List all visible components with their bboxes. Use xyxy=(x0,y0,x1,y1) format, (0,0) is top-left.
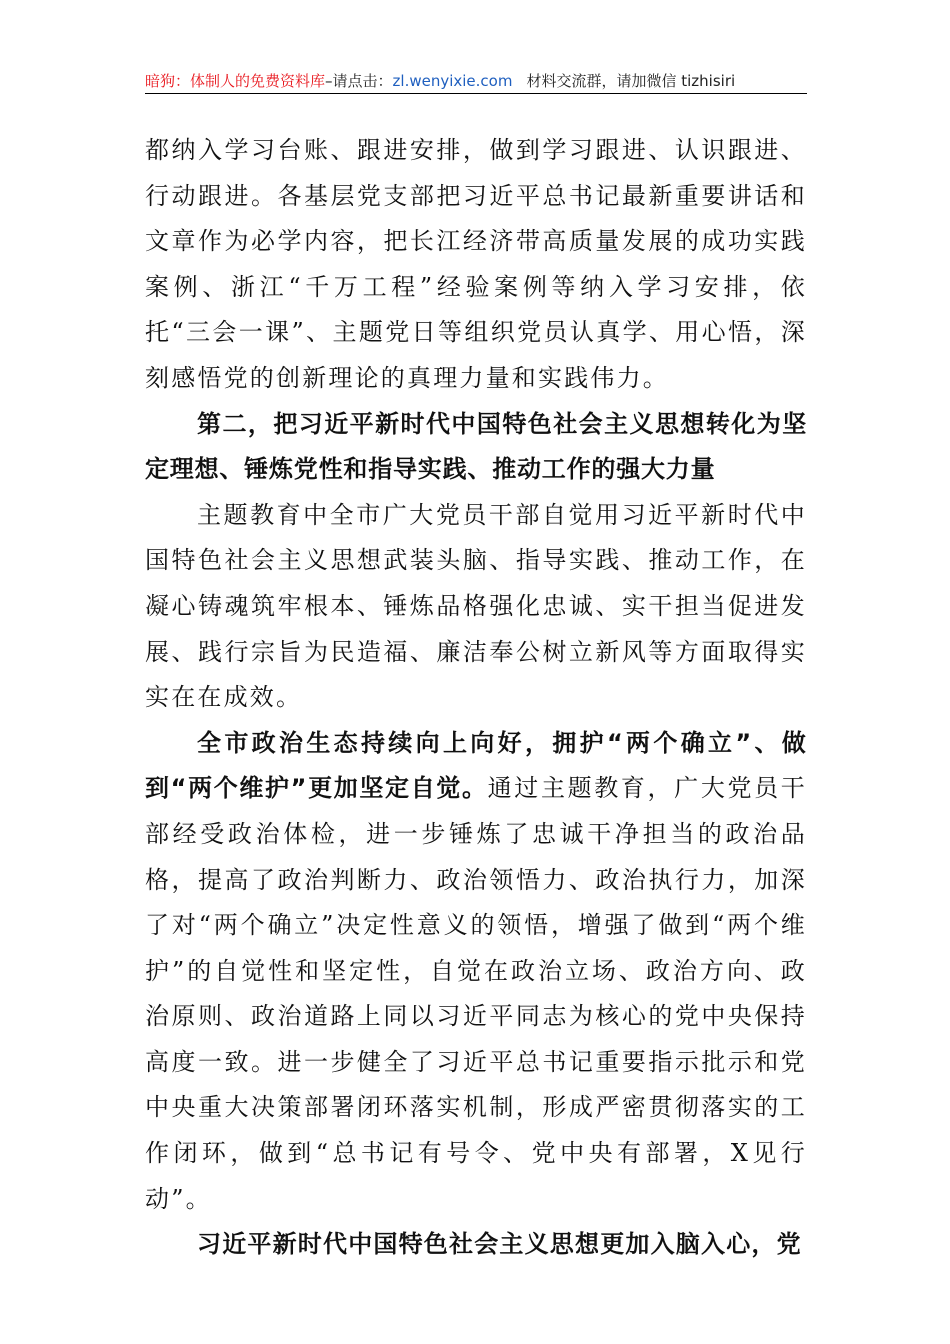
paragraph-3-lead: 全市政治生态持续向上向好，拥护“两个确立”、做到“两个维护”更加坚定自觉。 xyxy=(145,728,807,803)
paragraph-3-body: 通过主题教育，广大党员干部经受政治体检，进一步锤炼了忠诚干净担当的政治品格，提高了政治判断力、政治领悟力、政治执行力，加深了对“两个确立”决定性意义的领悟，增强了做到“两个维护”的自觉性和坚定性，自觉在政治立场、政治方向、政治原则、政治道路上同以习近平同志为核心的党中央保持高度一致。进一步健全了习近平总书记重要指示批示和党中央重大决策部署闭环落实机制，形成严密贯彻落实的工作闭环，做到“总书记有号令、党中央有部署，X见行动”。 xyxy=(145,774,807,1213)
header-url-link[interactable]: zl.wenyixie.com xyxy=(392,72,513,90)
paragraph-1: 都纳入学习台账、跟进安排，做到学习跟进、认识跟进、行动跟进。各基层党支部把习近平总书记最新重要讲话和文章作为必学内容，把长江经济带高质量发展的成功实践案例、浙江“千万工程”经验案例等纳入学习安排，依托“三会一课”、主题党日等组织党员认真学、用心悟，深刻感悟党的创新理论的真理力量和实践伟力。 xyxy=(145,136,807,392)
header-click-text: –请点击： xyxy=(325,72,393,90)
paragraph-4 xyxy=(145,1222,807,1268)
paragraph-3 xyxy=(145,721,807,1223)
document-body xyxy=(145,128,807,1268)
section-heading-2: 第二，把习近平新时代中国特色社会主义思想转化为坚定理想、锤炼党性和指导实践、推动工作的强大力量 xyxy=(145,409,807,484)
header-brand: 暗狗：体制人的免费资料库 xyxy=(145,72,326,90)
page-header xyxy=(145,70,807,94)
header-divider xyxy=(145,93,807,94)
header-contact: 材料交流群，请加微信 tizhisiri xyxy=(526,72,736,90)
paragraph-4-lead: 习近平新时代中国特色社会主义思想更加入脑入心，党 xyxy=(197,1230,802,1259)
paragraph-2: 主题教育中全市广大党员干部自觉用习近平新时代中国特色社会主义思想武装头脑、指导实践、推动工作，在凝心铸魂筑牢根本、锤炼品格强化忠诚、实干担当促进发展、践行宗旨为民造福、廉洁奉公树立新风等方面取得实实在在成效。 xyxy=(145,500,807,712)
